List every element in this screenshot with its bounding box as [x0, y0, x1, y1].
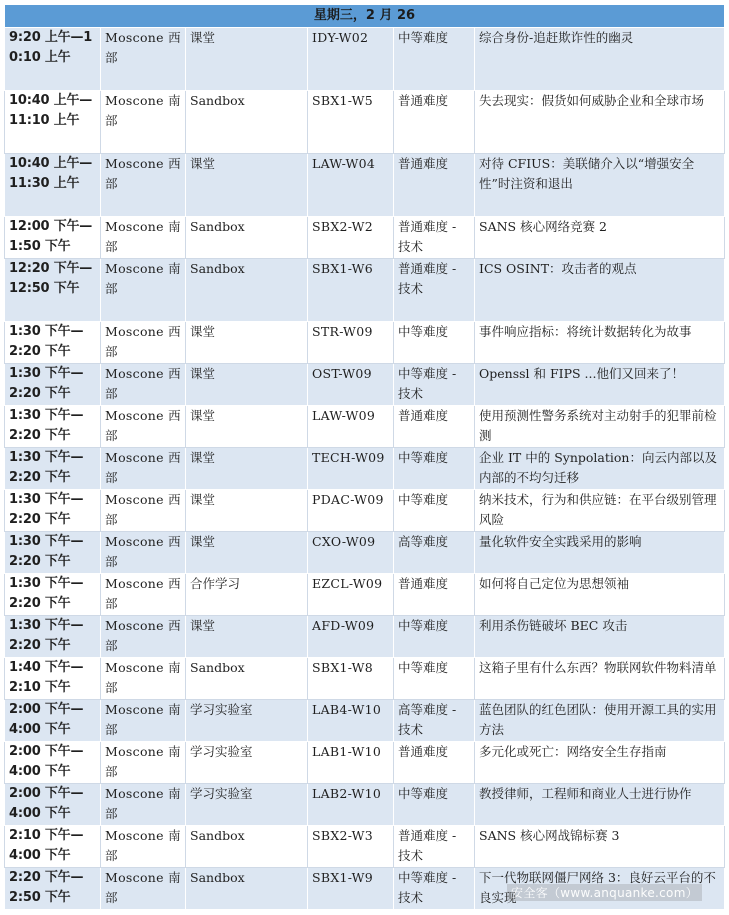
table-row [5, 784, 725, 826]
session-title: 教授律师，工程师和商业人士进行协作 [475, 784, 725, 826]
session-time: 2:20 下午—2:50 下午 [5, 868, 101, 910]
session-type: 课堂 [186, 532, 308, 574]
session-level: 普通难度 [394, 406, 475, 448]
session-code: SBX1-W8 [308, 658, 394, 700]
session-title: Openssl 和 FIPS ...他们又回来了！ [475, 364, 725, 406]
session-location: Moscone 南部 [101, 259, 186, 322]
session-time: 10:40 上午—11:10 上午 [5, 91, 101, 154]
session-level: 普通难度 [394, 154, 475, 217]
session-title: 蓝色团队的红色团队：使用开源工具的实用方法 [475, 700, 725, 742]
session-time: 12:20 下午—12:50 下午 [5, 259, 101, 322]
table-row [5, 448, 725, 490]
session-location: Moscone 西部 [101, 532, 186, 574]
session-code: LAB2-W10 [308, 784, 394, 826]
session-title: 企业 IT 中的 Synpolation：向云内部以及内部的不均匀迁移 [475, 448, 725, 490]
table-row [5, 826, 725, 868]
session-code: LAB4-W10 [308, 700, 394, 742]
session-location: Moscone 南部 [101, 868, 186, 910]
session-level: 普通难度 - 技术 [394, 826, 475, 868]
session-time: 2:00 下午—4:00 下午 [5, 742, 101, 784]
session-code: SBX1-W9 [308, 868, 394, 910]
session-code: LAW-W09 [308, 406, 394, 448]
session-title: ICS OSINT：攻击者的观点 [475, 259, 725, 322]
session-level: 中等难度 - 技术 [394, 868, 475, 910]
session-time: 1:30 下午—2:20 下午 [5, 322, 101, 364]
session-title: SANS 核心网络竞赛 2 [475, 217, 725, 259]
session-type: 课堂 [186, 490, 308, 532]
session-title: 量化软件安全实践采用的影响 [475, 532, 725, 574]
session-type: 课堂 [186, 28, 308, 91]
session-type: Sandbox [186, 259, 308, 322]
schedule-container [4, 4, 724, 911]
session-level: 中等难度 [394, 616, 475, 658]
session-level: 高等难度 [394, 532, 475, 574]
session-title: 利用杀伤链破坏 BEC 攻击 [475, 616, 725, 658]
session-level: 中等难度 [394, 28, 475, 91]
session-location: Moscone 南部 [101, 217, 186, 259]
session-location: Moscone 南部 [101, 700, 186, 742]
session-type: 课堂 [186, 616, 308, 658]
table-row [5, 490, 725, 532]
session-title: 使用预测性警务系统对主动射手的犯罪前检测 [475, 406, 725, 448]
table-row [5, 28, 725, 91]
session-code: LAB1-W10 [308, 742, 394, 784]
session-type: 学习实验室 [186, 784, 308, 826]
watermark: 安全客（www.anquanke.com） [507, 884, 702, 901]
session-type: Sandbox [186, 826, 308, 868]
session-type: Sandbox [186, 91, 308, 154]
session-location: Moscone 南部 [101, 742, 186, 784]
session-title: 这箱子里有什么东西？物联网软件物料清单 [475, 658, 725, 700]
session-time: 1:30 下午—2:20 下午 [5, 616, 101, 658]
session-time: 10:40 上午—11:30 上午 [5, 154, 101, 217]
session-time: 9:20 上午—10:10 上午 [5, 28, 101, 91]
session-title: 多元化或死亡：网络安全生存指南 [475, 742, 725, 784]
session-level: 普通难度 [394, 91, 475, 154]
session-code: STR-W09 [308, 322, 394, 364]
session-type: Sandbox [186, 217, 308, 259]
session-level: 普通难度 [394, 574, 475, 616]
table-row [5, 742, 725, 784]
session-time: 1:30 下午—2:20 下午 [5, 490, 101, 532]
session-type: 学习实验室 [186, 742, 308, 784]
table-row [5, 217, 725, 259]
session-time: 1:40 下午—2:10 下午 [5, 658, 101, 700]
session-location: Moscone 西部 [101, 322, 186, 364]
session-level: 普通难度 - 技术 [394, 259, 475, 322]
session-title: SANS 核心网战锦标赛 3 [475, 826, 725, 868]
session-code: EZCL-W09 [308, 574, 394, 616]
session-type: 课堂 [186, 448, 308, 490]
session-time: 2:00 下午—4:00 下午 [5, 784, 101, 826]
session-location: Moscone 南部 [101, 658, 186, 700]
session-title: 综合身份-追赶欺诈性的幽灵 [475, 28, 725, 91]
session-time: 1:30 下午—2:20 下午 [5, 364, 101, 406]
table-row [5, 364, 725, 406]
table-row [5, 574, 725, 616]
table-row [5, 616, 725, 658]
session-level: 高等难度 - 技术 [394, 700, 475, 742]
session-location: Moscone 西部 [101, 154, 186, 217]
session-level: 中等难度 [394, 784, 475, 826]
schedule-table [4, 4, 725, 910]
session-title: 事件响应指标：将统计数据转化为故事 [475, 322, 725, 364]
session-type: 学习实验室 [186, 700, 308, 742]
session-code: TECH-W09 [308, 448, 394, 490]
session-type: Sandbox [186, 658, 308, 700]
session-code: SBX2-W3 [308, 826, 394, 868]
session-location: Moscone 西部 [101, 406, 186, 448]
table-row [5, 259, 725, 322]
table-header-row [5, 5, 725, 28]
session-type: Sandbox [186, 868, 308, 910]
table-row [5, 700, 725, 742]
table-row [5, 658, 725, 700]
session-title: 下一代物联网僵尸网络 3：良好云平台的不良实现 [475, 868, 725, 910]
session-location: Moscone 西部 [101, 490, 186, 532]
session-code: SBX1-W5 [308, 91, 394, 154]
session-location: Moscone 西部 [101, 28, 186, 91]
session-type: 课堂 [186, 322, 308, 364]
session-level: 中等难度 [394, 658, 475, 700]
session-code: AFD-W09 [308, 616, 394, 658]
session-time: 1:30 下午—2:20 下午 [5, 574, 101, 616]
session-type: 课堂 [186, 154, 308, 217]
session-location: Moscone 南部 [101, 784, 186, 826]
session-level: 中等难度 - 技术 [394, 364, 475, 406]
session-type: 合作学习 [186, 574, 308, 616]
session-title: 纳米技术，行为和供应链：在平台级别管理风险 [475, 490, 725, 532]
table-row [5, 154, 725, 217]
table-row [5, 322, 725, 364]
session-time: 2:00 下午—4:00 下午 [5, 700, 101, 742]
session-title: 对待 CFIUS：美联储介入以“增强安全性”时注资和退出 [475, 154, 725, 217]
session-time: 1:30 下午—2:20 下午 [5, 448, 101, 490]
session-code: CXO-W09 [308, 532, 394, 574]
session-title: 如何将自己定位为思想领袖 [475, 574, 725, 616]
session-title: 失去现实：假货如何威胁企业和全球市场 [475, 91, 725, 154]
table-row [5, 91, 725, 154]
session-location: Moscone 西部 [101, 448, 186, 490]
day-header: 星期三，2 月 26 [5, 5, 725, 28]
session-code: LAW-W04 [308, 154, 394, 217]
session-location: Moscone 西部 [101, 574, 186, 616]
table-row [5, 532, 725, 574]
session-type: 课堂 [186, 406, 308, 448]
session-time: 1:30 下午—2:20 下午 [5, 406, 101, 448]
session-code: OST-W09 [308, 364, 394, 406]
session-time: 1:30 下午—2:20 下午 [5, 532, 101, 574]
session-level: 普通难度 [394, 742, 475, 784]
session-code: IDY-W02 [308, 28, 394, 91]
session-code: SBX2-W2 [308, 217, 394, 259]
session-level: 普通难度 - 技术 [394, 217, 475, 259]
session-level: 中等难度 [394, 322, 475, 364]
session-location: Moscone 南部 [101, 91, 186, 154]
session-type: 课堂 [186, 364, 308, 406]
session-level: 中等难度 [394, 448, 475, 490]
table-row [5, 406, 725, 448]
session-location: Moscone 西部 [101, 364, 186, 406]
schedule-body [5, 28, 725, 910]
session-time: 2:10 下午—4:00 下午 [5, 826, 101, 868]
session-time: 12:00 下午—1:50 下午 [5, 217, 101, 259]
session-code: PDAC-W09 [308, 490, 394, 532]
session-location: Moscone 西部 [101, 616, 186, 658]
session-level: 中等难度 [394, 490, 475, 532]
session-code: SBX1-W6 [308, 259, 394, 322]
session-location: Moscone 南部 [101, 826, 186, 868]
